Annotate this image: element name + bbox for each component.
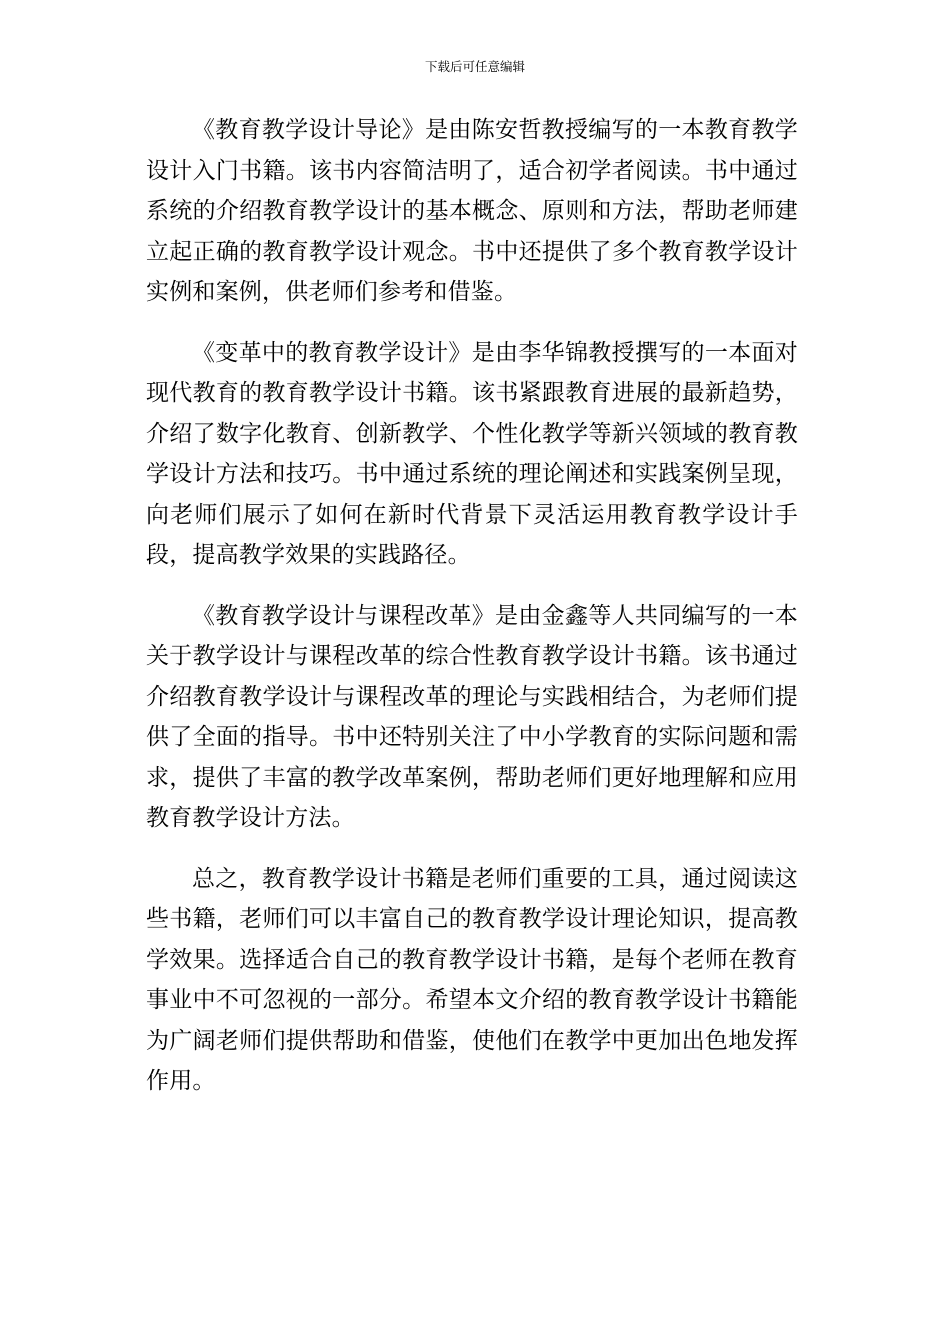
paragraph-conclusion: 总之，教育教学设计书籍是老师们重要的工具，通过阅读这些书籍，老师们可以丰富自己的教育教学设计理论知识，提高教学效果。选择适合自己的教育教学设计书籍，是每个老师在教育事业中不可忽视的一部分。希望本文介绍的教育教学设计书籍能为广阔老师们提供帮助和借鉴，使他们在教学中更加出色地发挥作用。 [146,865,798,1094]
paragraph-curriculum-reform-book: 《教育教学设计与课程改革》是由金鑫等人共同编写的一本关于教学设计与课程改革的综合性教育教学设计书籍。该书通过介绍教育教学设计与课程改革的理论与实践相结合，为老师们提供了全面的指导。书中还特别关注了中小学教育的实际问题和需求，提供了丰富的教学改革案例，帮助老师们更好地理解和应用教育教学设计方法。 [146,602,798,831]
paragraph-changing-design-book: 《变革中的教育教学设计》是由李华锦教授撰写的一本面对现代教育的教育教学设计书籍。该书紧跟教育进展的最新趋势，介绍了数字化教育、创新教学、个性化教学等新兴领域的教育教学设计方法和技巧。书中通过系统的理论阐述和实践案例呈现，向老师们展示了如何在新时代背景下灵活运用教育教学设计手段，提高教学效果的实践路径。 [146,339,798,568]
document-body [146,110,798,1102]
download-note: 下载后可任意编辑 [424,59,525,74]
paragraph-intro-guide-book: 《教育教学设计导论》是由陈安哲教授编写的一本教育教学设计入门书籍。该书内容简洁明了，适合初学者阅读。书中通过系统的介绍教育教学设计的基本概念、原则和方法，帮助老师建立起正确的教育教学设计观念。书中还提供了多个教育教学设计实例和案例，供老师们参考和借鉴。 [146,117,798,305]
